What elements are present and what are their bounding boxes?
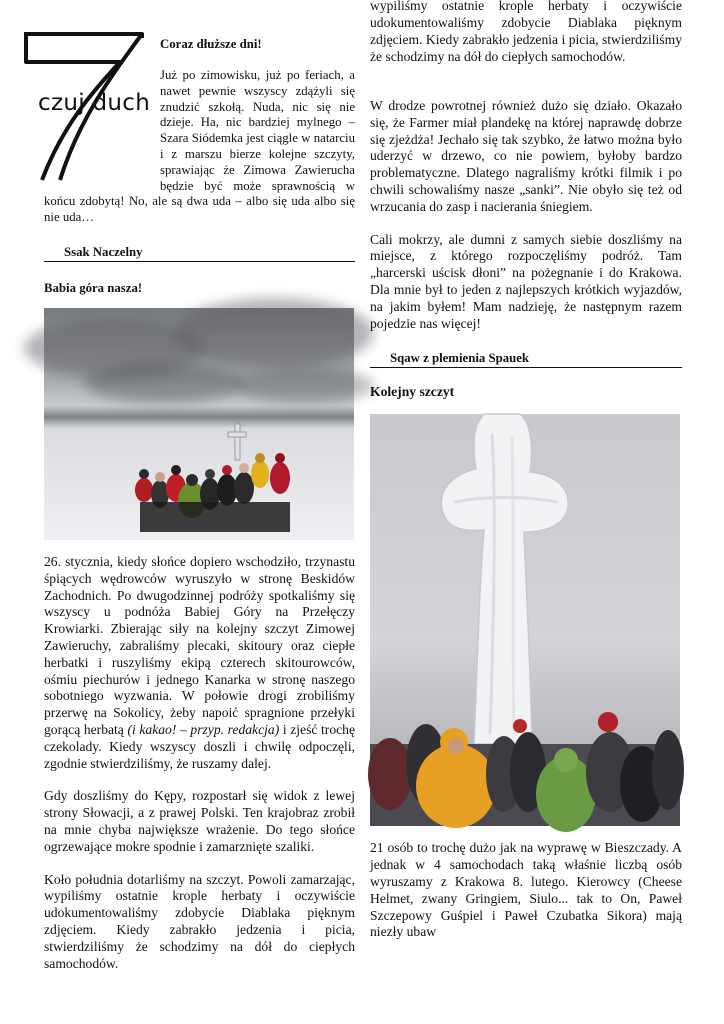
babia-gora-paragraph-1 [44,554,355,772]
spacer [44,772,355,788]
author-signature-sqaw: Sqaw z plemienia Spauek [370,350,682,368]
spacer [370,368,682,384]
frozen-cross-icon [434,414,574,744]
editor-note: (i kakao! – przyp. redakcja) [127,721,280,737]
article-title-babia-gora: Babia góra nasza! [44,280,143,295]
babia-gora-paragraph-3-continued [370,0,682,82]
paragraph-text: i zjeść trochę czekolady. Kiedy wszyscy doszli i chwilę odpoczęli, zgodnie stwierdziliśmy, że ruszamy dalej. [44,721,355,771]
author-signature-ssak-naczelny: Ssak Naczelny [44,244,355,262]
spacer [44,226,355,244]
kolejny-szczyt-paragraph: 21 osób to trochę dużo jak na wyprawę w Bieszczady. A jednak w 4 samochodach taką właśnie liczbą osób wyruszamy z Krakowa 8. lutego. Kierowcy (Cheese Helmet, zwany Gringiem, Siulo... tak to On, Paweł Szczepowy Guśpiel i Paweł Czubatka Sikora) mają niezły ubaw [370,840,682,940]
babia-gora-paragraph-5: Cali mokrzy, ale dumni z samych siebie doszliśmy na miejsce, z którego rozpoczęliśmy podróż. Tam „harcerski uścisk dłoni” na pożegnanie i do Krakowa. Dla mnie był to jeden z najlepszych krótkich wyjazdów, na jakim byłem! Mam nadzieję, że następnym razem pojedzie nas więcej! [370,231,682,331]
hikers-group-icon [132,442,302,537]
article-title-coraz-dluzsze-dni: Coraz dłuższe dni! [160,37,262,51]
babia-gora-paragraph-4: W drodze powrotnej również dużo się działo. Okazało się, że Farmer miał plandekę na której naprawdę dobrze się zjeżdża! Jechało się tak szybko, że łatwo można było uderzyć w drzewo, co nie powiem, byłoby bardzo problematyczne. Dlatego nagraliśmy krótki filmik i po chwili schowaliśmy nasze „sanki”. Nie obyło się też od wrzucania do zasp i nacierania śniegiem. [370,98,682,214]
logo-text: czuj duch [38,90,151,116]
spacer [44,856,355,872]
photo-cloud [234,368,374,403]
photo-cloud [84,363,244,403]
article-title-kolejny-szczyt: Kolejny szczyt [370,384,455,400]
czuj-duch-logo [22,32,152,180]
babia-gora-paragraph-2: Gdy doszliśmy do Kępy, rozpostarł się widok z lewej strony Słowacji, a z prawej Polski. Ten krajobraz zrobił na mnie chyba największe wrażenie. Do tego słońce ogrzewające mokre spodnie i zamarznięte szaliki. [44,788,355,854]
spacer [370,82,682,98]
article-intro-paragraph: Już po zimowisku, już po feriach, a nawet pewnie wszyscy zdążyli się znudzić szkołą. Nuda, nic się nie dzieje. Ha, nic bardziej mylnego – Szara Siódemka jest ciągle w natarciu i z marszu bierze kolejne szczyty, sprawiając że Zimowa Zawierucha będzie być może sprawnością w końcu zdobytą! No, ale są dwa uda – albo się uda albo się nie uda… [44,68,355,225]
paragraph-text: wypiliśmy ostatnie krople herbaty i oczywiście udokumentowaliśmy zdobycie Diablaka pięknym zdjęciem. Kiedy zabrakło jedzenia i picia, stwierdziliśmy że schodzimy na dół do ciepłych samochodów. [370,0,682,64]
photo-cloud [174,298,374,368]
spacer [370,216,682,232]
left-column [38,32,355,971]
spacer [44,262,355,280]
babia-gora-paragraph-3: Koło południa dotarliśmy na szczyt. Powoli zamarzając, wypiliśmy ostatnie krople herbaty i oczywiście udokumentowaliśmy zdobycie Diablaka pięknym zdjęciem. Kiedy zabrakło jedzenia i picia, stwierdziliśmy że schodzimy na dół do ciepłych samochodów. [44,871,355,971]
spacer [370,332,682,350]
paragraph-text: 26. stycznia, kiedy słońce dopiero wschodziło, trzynastu śpiących wędrowców wyruszyło w stronę Beskidów Zachodnich. Po dwugodzinnej podróży spotkaliśmy się wszyscy u podnóża Babiej Góry na Przełęczy Krowiarki. Zbierając siły na kolejny szczyt Zimowej Zawieruchy, zabraliśmy plecaki, skitoury oraz ciepłe herbatki i ruszyliśmy ekipą czterech skitourowców, ośmiu piechurów i jednego Kanarka w stronę naszego sobotniego wyzwania. W połowie drogi zrobiliśmy przerwę na Sokolicy, żeby napoić spragnione przełyki gorącą herbatą [44,553,355,737]
right-column [370,0,682,941]
group-on-babia-gora-photo [44,308,354,540]
hikers-crowd-icon [370,714,680,826]
frozen-cross-summit-photo [370,414,680,826]
